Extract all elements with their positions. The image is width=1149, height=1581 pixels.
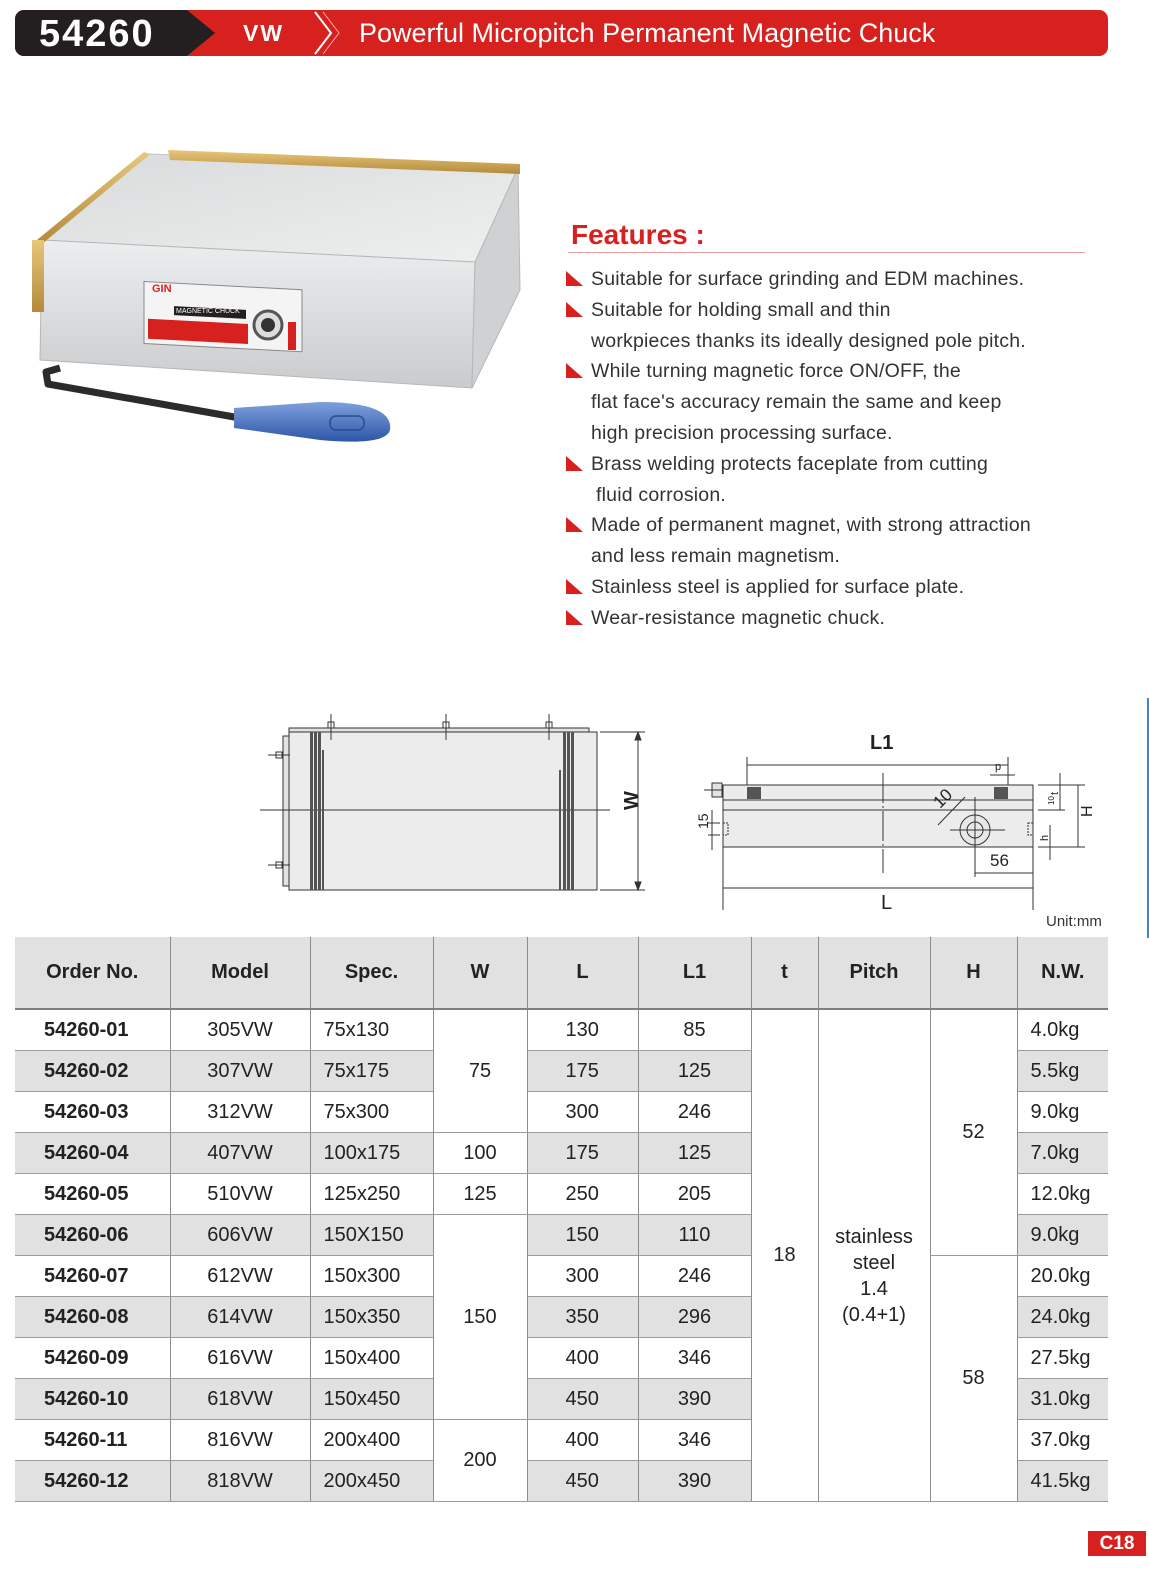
header-spec: Spec. [310, 937, 433, 1009]
spec-cell: 150X150 [310, 1215, 433, 1256]
order-no-cell: 54260-12 [15, 1461, 170, 1502]
order-no-cell: 54260-04 [15, 1133, 170, 1174]
l-cell: 300 [527, 1092, 638, 1133]
header-l: L [527, 937, 638, 1009]
model-cell: 510VW [170, 1174, 310, 1215]
model-cell: 614VW [170, 1297, 310, 1338]
spec-cell: 200x450 [310, 1461, 433, 1502]
order-no-cell: 54260-10 [15, 1379, 170, 1420]
feature-line: workpieces thanks its ideally designed pole pitch. [591, 329, 1026, 352]
w-cell: 200 [433, 1420, 527, 1502]
feature-item [566, 356, 1126, 448]
spec-cell: 100x175 [310, 1133, 433, 1174]
feature-item [566, 572, 1126, 603]
feature-line: Wear-resistance magnetic chuck. [591, 606, 886, 629]
feature-line: While turning magnetic force ON/OFF, the [591, 360, 961, 383]
order-no-cell: 54260-07 [15, 1256, 170, 1297]
w-cell: 125 [433, 1174, 527, 1215]
feature-line: high precision processing surface. [591, 421, 893, 444]
l-cell: 250 [527, 1174, 638, 1215]
dimension-p-label: p [995, 761, 1002, 773]
page-number-badge: C18 [1088, 1531, 1146, 1556]
dimension-56-label: 56 [990, 851, 1009, 870]
header-order-no: Order No. [15, 937, 170, 1009]
header-l1: L1 [638, 937, 751, 1009]
side-view-drawing [680, 725, 1100, 920]
spec-cell: 150x400 [310, 1338, 433, 1379]
spec-cell: 150x450 [310, 1379, 433, 1420]
dimension-h-upper-label: H [1079, 805, 1096, 817]
feature-line: and less remain magnetism. [591, 545, 841, 568]
model-cell: 305VW [170, 1009, 310, 1051]
red-triangle-bullet-icon [566, 302, 583, 317]
l-cell: 130 [527, 1009, 638, 1051]
feature-item [566, 603, 1126, 634]
series-label: VW [243, 20, 285, 46]
model-cell: 307VW [170, 1051, 310, 1092]
l-cell: 450 [527, 1379, 638, 1420]
nw-cell: 20.0kg [1017, 1256, 1108, 1297]
order-no-cell: 54260-09 [15, 1338, 170, 1379]
dimension-l1-label: L1 [870, 732, 894, 754]
order-no-cell: 54260-06 [15, 1215, 170, 1256]
h-cell: 58 [930, 1256, 1017, 1502]
dimension-15-label: 15 [695, 813, 711, 829]
feature-line: Stainless steel is applied for surface plate. [591, 575, 965, 598]
brand-logo: GIN [152, 283, 172, 295]
l1-cell: 246 [638, 1092, 751, 1133]
order-no-cell: 54260-01 [15, 1009, 170, 1051]
l-cell: 400 [527, 1338, 638, 1379]
header-model: Model [170, 937, 310, 1009]
l-cell: 175 [527, 1051, 638, 1092]
feature-line: Made of permanent magnet, with strong attraction [591, 514, 1031, 537]
spec-cell: 200x400 [310, 1420, 433, 1461]
dimension-h-lower-label: h [1039, 834, 1051, 841]
l1-cell: 85 [638, 1009, 751, 1051]
l-cell: 400 [527, 1420, 638, 1461]
spec-cell: 75x300 [310, 1092, 433, 1133]
w-cell: 150 [433, 1215, 527, 1420]
model-cell: 606VW [170, 1215, 310, 1256]
top-view-drawing [250, 710, 670, 910]
product-code: 54260 [39, 13, 155, 55]
pitch-line: 1.4 [860, 1277, 888, 1300]
table-row [15, 1009, 1108, 1051]
unit-label: Unit:mm [1046, 913, 1102, 930]
l-cell: 350 [527, 1297, 638, 1338]
nw-cell: 37.0kg [1017, 1420, 1108, 1461]
order-no-cell: 54260-03 [15, 1092, 170, 1133]
feature-item [566, 449, 1126, 511]
l-cell: 150 [527, 1215, 638, 1256]
model-cell: 616VW [170, 1338, 310, 1379]
nw-cell: 7.0kg [1017, 1133, 1108, 1174]
dimension-t-label: t [1049, 791, 1061, 795]
nw-cell: 4.0kg [1017, 1009, 1108, 1051]
model-cell: 312VW [170, 1092, 310, 1133]
l-cell: 300 [527, 1256, 638, 1297]
spec-table [15, 937, 1108, 1502]
header-w: W [433, 937, 527, 1009]
red-triangle-bullet-icon [566, 579, 583, 594]
spec-cell: 150x300 [310, 1256, 433, 1297]
order-no-cell: 54260-05 [15, 1174, 170, 1215]
feature-item [566, 295, 1126, 357]
l1-cell: 390 [638, 1461, 751, 1502]
feature-item [566, 510, 1126, 572]
spec-cell: 125x250 [310, 1174, 433, 1215]
nw-cell: 9.0kg [1017, 1215, 1108, 1256]
l1-cell: 205 [638, 1174, 751, 1215]
svg-text:MAGNETIC CHUCK: MAGNETIC CHUCK [176, 308, 240, 315]
pitch-line: stainless [835, 1225, 913, 1248]
nw-cell: 12.0kg [1017, 1174, 1108, 1215]
features-list [566, 264, 1126, 634]
features-heading: Features : [571, 219, 705, 250]
l1-cell: 125 [638, 1133, 751, 1174]
model-cell: 816VW [170, 1420, 310, 1461]
order-no-cell: 54260-02 [15, 1051, 170, 1092]
nw-cell: 24.0kg [1017, 1297, 1108, 1338]
spec-cell: 75x175 [310, 1051, 433, 1092]
nw-cell: 41.5kg [1017, 1461, 1108, 1502]
table-row [15, 1256, 1108, 1297]
red-triangle-bullet-icon [566, 363, 583, 378]
model-cell: 818VW [170, 1461, 310, 1502]
nw-cell: 31.0kg [1017, 1379, 1108, 1420]
l1-cell: 296 [638, 1297, 751, 1338]
l1-cell: 390 [638, 1379, 751, 1420]
l1-cell: 125 [638, 1051, 751, 1092]
red-triangle-bullet-icon [566, 517, 583, 532]
chevron-separator-icon [311, 10, 341, 56]
feature-line: Brass welding protects faceplate from cutting [591, 452, 989, 475]
header-h: H [930, 937, 1017, 1009]
table-header-row [15, 937, 1108, 1009]
red-triangle-bullet-icon [566, 271, 583, 286]
dimension-10t-label: 10 [1047, 796, 1056, 805]
spec-cell: 150x350 [310, 1297, 433, 1338]
pitch-line: (0.4+1) [842, 1303, 906, 1326]
h-cell: 52 [930, 1009, 1017, 1256]
model-cell: 407VW [170, 1133, 310, 1174]
l1-cell: 346 [638, 1338, 751, 1379]
header-t: t [751, 937, 818, 1009]
l-cell: 175 [527, 1133, 638, 1174]
header-nw: N.W. [1017, 937, 1108, 1009]
l1-cell: 246 [638, 1256, 751, 1297]
l1-cell: 110 [638, 1215, 751, 1256]
feature-line: flat face's accuracy remain the same and keep [591, 391, 1002, 414]
order-no-cell: 54260-08 [15, 1297, 170, 1338]
pitch-cell [818, 1009, 930, 1502]
w-cell: 75 [433, 1009, 527, 1133]
l-cell: 450 [527, 1461, 638, 1502]
feature-line: fluid corrosion. [596, 483, 727, 506]
spec-cell: 75x130 [310, 1009, 433, 1051]
page-title: Powerful Micropitch Permanent Magnetic Chuck [359, 18, 936, 48]
feature-line: Suitable for holding small and thin [591, 298, 891, 321]
order-no-cell: 54260-11 [15, 1420, 170, 1461]
features-divider [568, 252, 1085, 253]
red-triangle-bullet-icon [566, 456, 583, 471]
t-cell: 18 [751, 1009, 818, 1502]
nw-cell: 5.5kg [1017, 1051, 1108, 1092]
product-photo [20, 140, 540, 460]
dimension-l-label: L [881, 892, 893, 914]
nw-cell: 27.5kg [1017, 1338, 1108, 1379]
w-cell: 100 [433, 1133, 527, 1174]
header-pitch: Pitch [818, 937, 930, 1009]
l1-cell: 346 [638, 1420, 751, 1461]
dimension-w-label: W [621, 791, 643, 810]
red-triangle-bullet-icon [566, 610, 583, 625]
dimension-10-label: 10 [929, 785, 957, 812]
feature-item [566, 264, 1126, 295]
feature-line: Suitable for surface grinding and EDM machines. [591, 268, 1025, 290]
nw-cell: 9.0kg [1017, 1092, 1108, 1133]
pitch-line: steel [852, 1251, 896, 1274]
model-cell: 612VW [170, 1256, 310, 1297]
model-cell: 618VW [170, 1379, 310, 1420]
header-banner [15, 10, 1108, 56]
